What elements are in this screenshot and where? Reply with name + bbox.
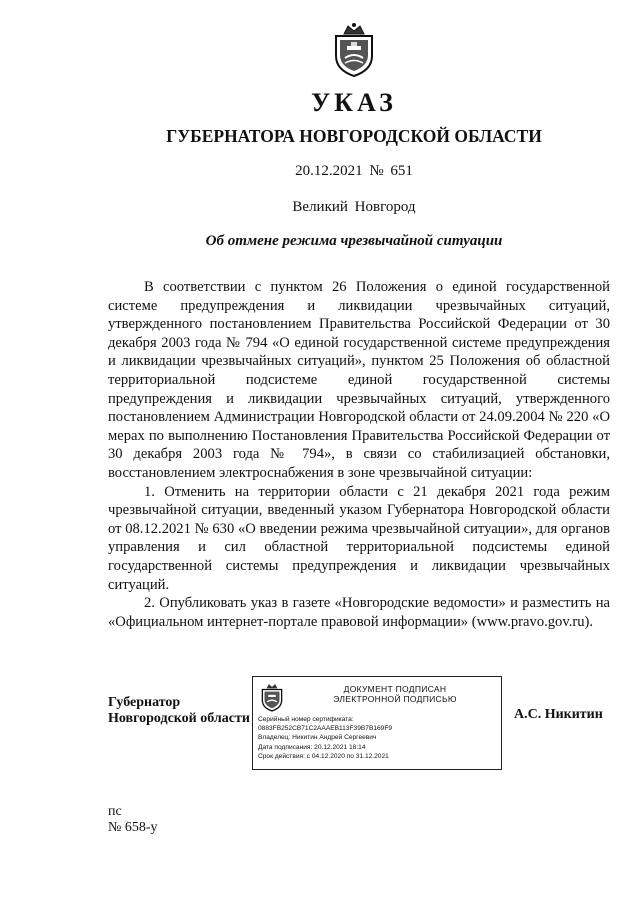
- signing-date: Дата подписания: 20.12.2021 18:14: [258, 743, 366, 751]
- issuer-title: ГУБЕРНАТОРА НОВГОРОДСКОЙ ОБЛАСТИ: [166, 126, 542, 146]
- certificate-serial: 0883FB252CB71C2AAAEB113F39B7B169F9: [258, 725, 393, 733]
- stamp-heading-line2: ЭЛЕКТРОННОЙ ПОДПИСЬЮ: [333, 694, 457, 704]
- item-2-paragraph: 2. Опубликовать указ в газете «Новгородские ведомости» и разместить на «Официальном интернет-портале правовой информации» (www.pravo.gov.ru).: [108, 595, 610, 630]
- preamble-paragraph: В соответствии с пунктом 26 Положения о единой государственной системе предупреждения и ликвидации чрезвычайных ситуаций, утвержденного постановлением Правительства Российской Федерации от 30 декабря 2003 года № 794 «О единой государственной системе предупреждения и ликвидации чрезвычайных ситуаций», пунктом 25 Положения об областной территориальной подсистеме единой государственной системы предупреждения и ликвидации чрезвычайных ситуаций, утвержденного постановлением Администрации Новгородской области от 24.09.2004 № 220 «О мерах по выполнению Постановления Правительства Российской Федерации от 30 декабря 2003 года № 794», в связи со стабилизацией обстановки, восстановлением электроснабжения в зоне чрезвычайной ситуации:: [108, 279, 610, 481]
- document-type: УКАЗ: [311, 88, 397, 117]
- signer-position: [108, 695, 250, 727]
- stamp-coat-of-arms-icon: [259, 682, 285, 712]
- registry-code: [108, 804, 158, 836]
- coat-of-arms-icon: [330, 22, 378, 78]
- registry-code-line2: № 658-у: [108, 820, 158, 835]
- certificate-validity: Срок действия: с 04.12.2020 по 31.12.2021: [258, 752, 389, 760]
- stamp-heading-line1: ДОКУМЕНТ ПОДПИСАН: [343, 684, 447, 694]
- document-body: [108, 278, 610, 631]
- signer-name: А.С. Никитин: [514, 707, 603, 722]
- date-and-number: 20.12.2021 № 651: [295, 163, 413, 179]
- item-1-paragraph: 1. Отменить на территории области с 21 декабря 2021 года режим чрезвычайной ситуации, введенный указом Губернатора Новгородской области от 08.12.2021 № 630 «О введении режима чрезвычайной ситуации», для органов управления и сил областной территориальной подсистемы единой государственной системы предупреждения и ликвидации чрезвычайных ситуаций.: [108, 483, 610, 593]
- stamp-heading: [293, 684, 497, 704]
- signer-position-line2: Новгородской области: [108, 711, 250, 726]
- document-subject: Об отмене режима чрезвычайной ситуации: [205, 233, 503, 249]
- registry-code-line1: пс: [108, 804, 122, 819]
- certificate-serial-label: Серийный номер сертификата:: [258, 716, 354, 723]
- signer-position-line1: Губернатор: [108, 695, 181, 710]
- certificate-owner: Владелец: Никитин Андрей Сергеевич: [258, 734, 377, 742]
- certificate-info: [258, 715, 392, 761]
- electronic-signature-stamp: [252, 676, 502, 770]
- city: Великий Новгород: [292, 199, 416, 215]
